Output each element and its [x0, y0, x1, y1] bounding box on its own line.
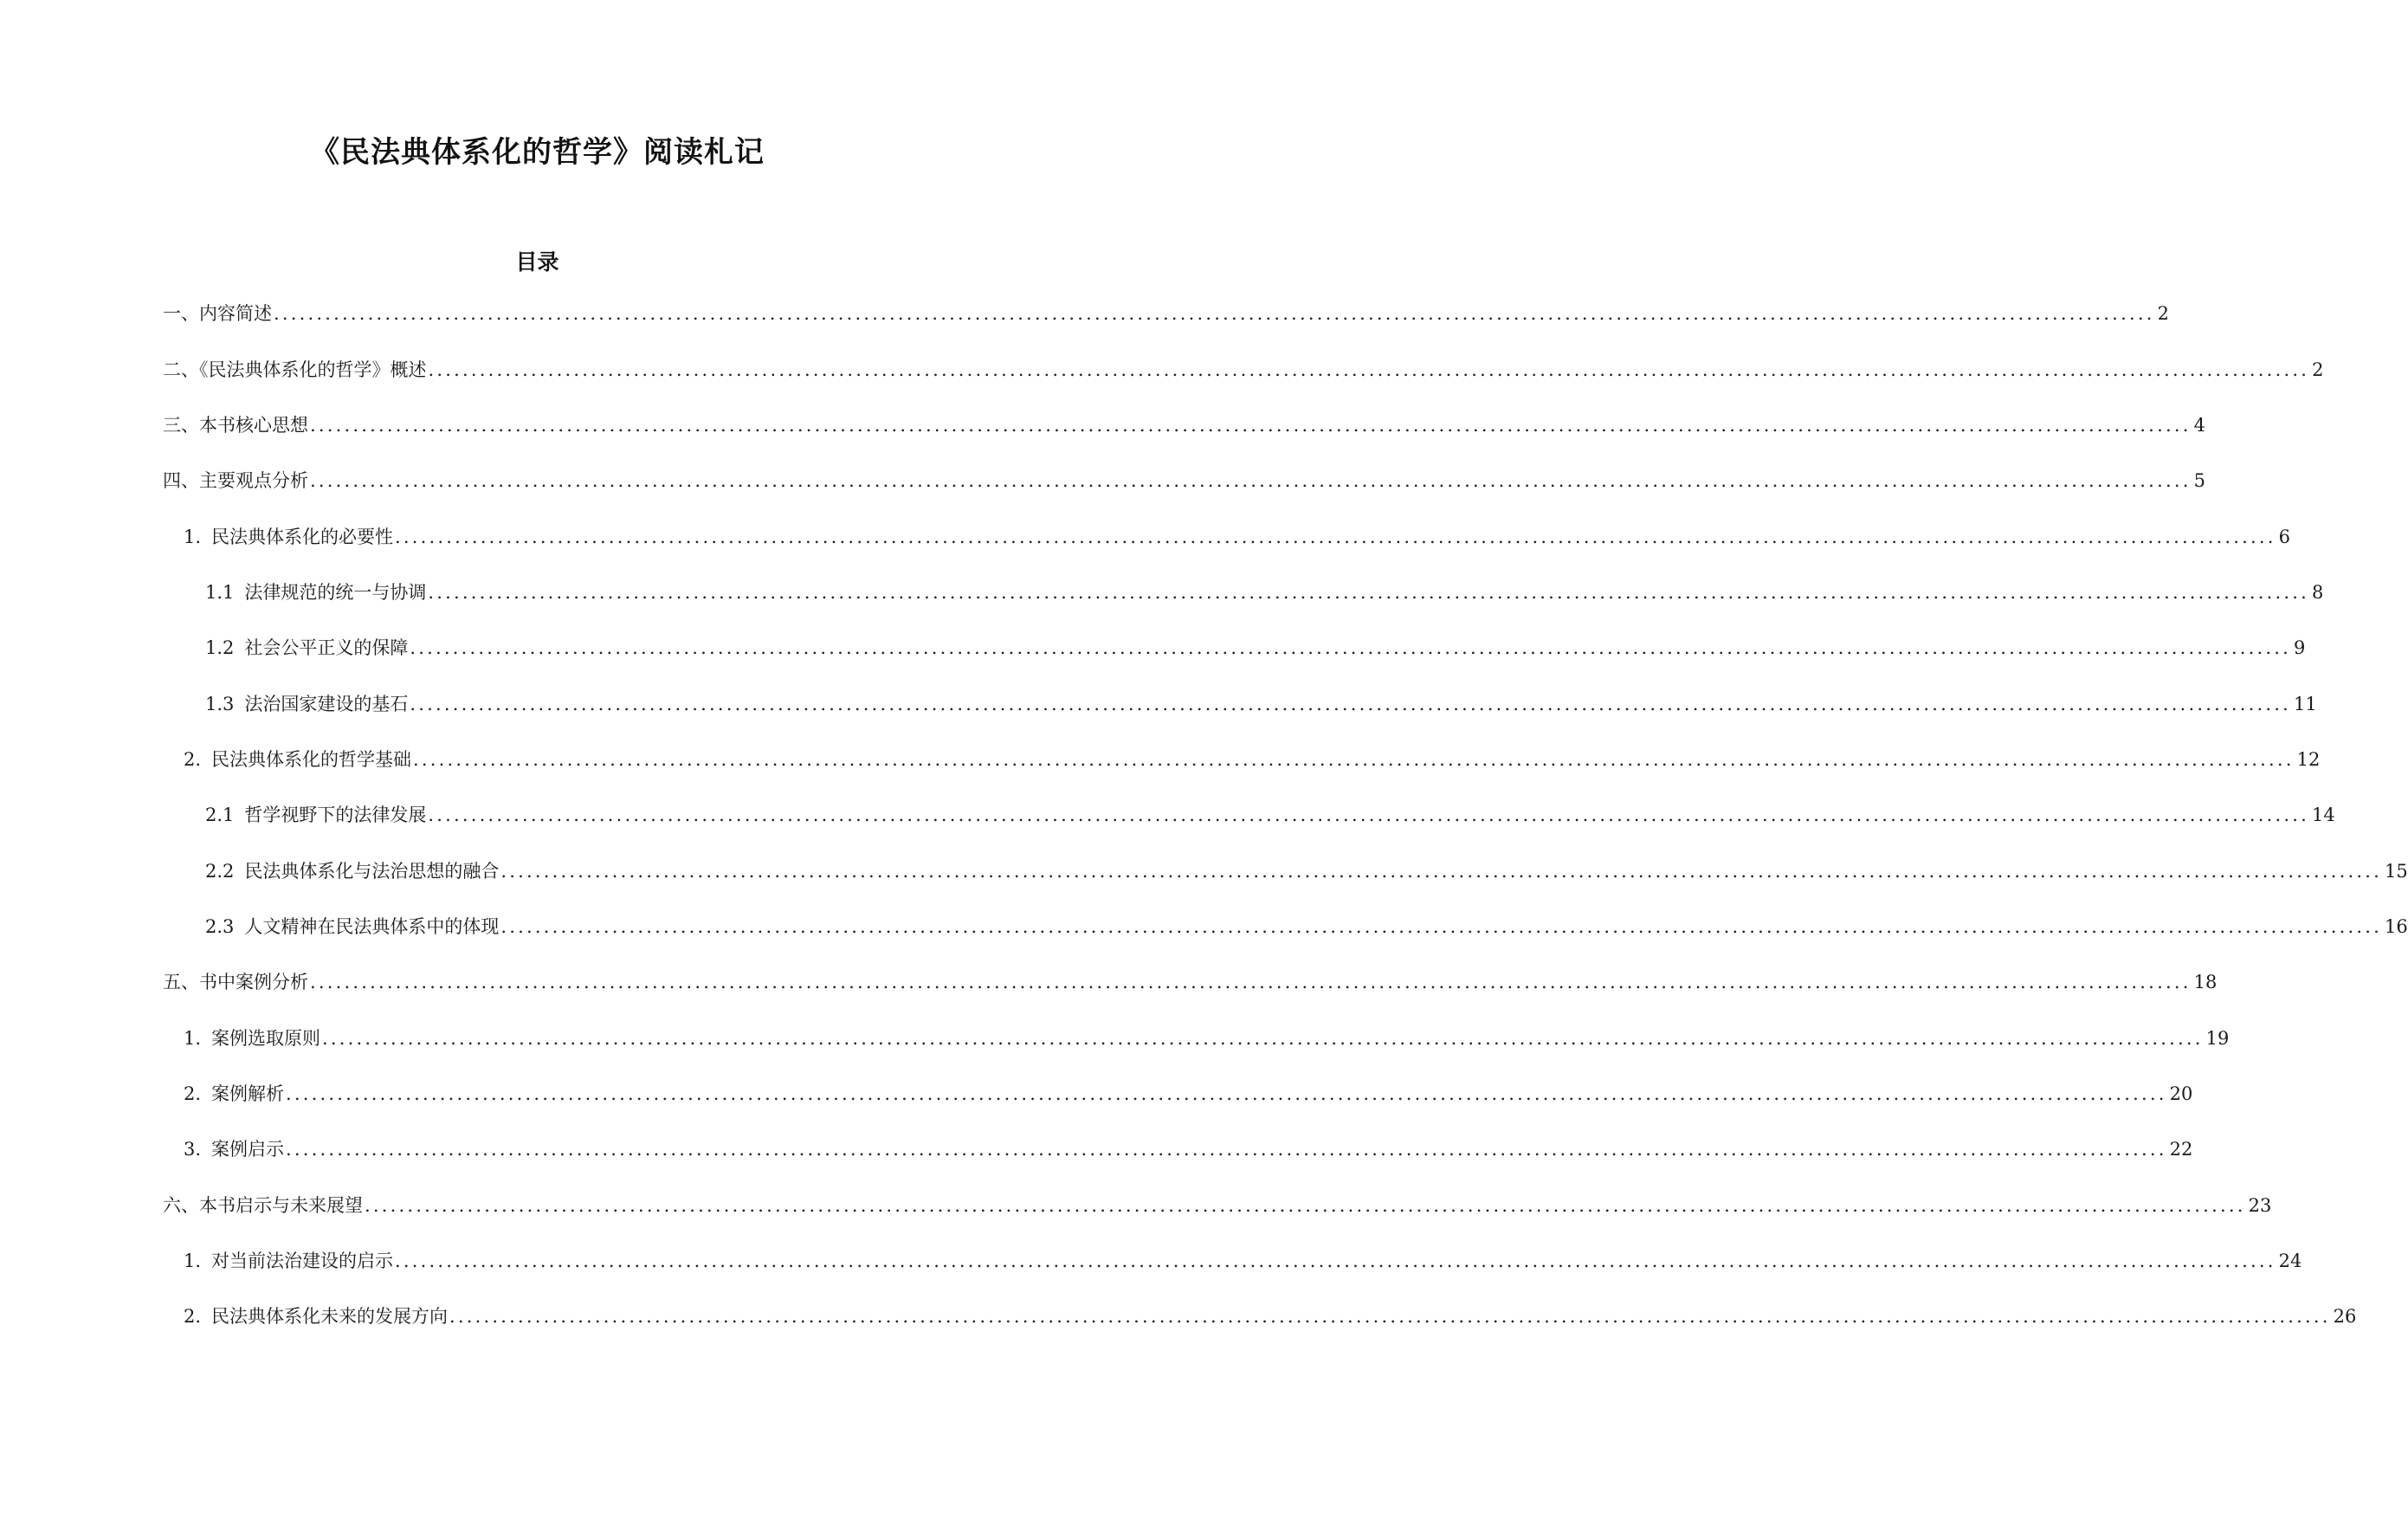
toc-entry-title: 哲学视野下的法律发展 [244, 805, 427, 825]
toc-dot-leader: ............................................................................................................................................................................................................................ [395, 1251, 2276, 1271]
toc-entry-number: 1.3 [205, 694, 235, 714]
toc-entry-title: 三、本书核心思想 [163, 415, 308, 436]
toc-entry-page-number: 12 [2296, 749, 2321, 770]
toc-entry[interactable] [163, 967, 2218, 997]
toc-entry-title: 民法典体系化的哲学基础 [211, 749, 412, 770]
toc-entry-title: 社会公平正义的保障 [244, 637, 409, 658]
toc-entry-number: 1. [184, 1251, 202, 1271]
toc-dot-leader: ............................................................................................................................................................................................................................ [395, 527, 2276, 547]
toc-entry-title: 民法典体系化未来的发展方向 [211, 1306, 449, 1327]
toc-dot-leader: ............................................................................................................................................................................................................................ [310, 470, 2192, 491]
toc-entry-number: 1. [184, 527, 202, 547]
toc-entry[interactable] [184, 1302, 2357, 1331]
toc-entry-number: 2. [184, 749, 202, 770]
toc-entry[interactable] [163, 466, 2205, 495]
toc-dot-leader: ............................................................................................................................................................................................................................ [500, 916, 2382, 937]
toc-entry[interactable] [184, 1079, 2193, 1109]
toc-entry-title: 人文精神在民法典体系中的体现 [244, 916, 500, 937]
toc-entry-number: 1.2 [205, 637, 235, 658]
toc-entry-page-number: 4 [2193, 415, 2205, 436]
toc-entry-page-number: 5 [2193, 470, 2205, 491]
toc-entry-page-number: 24 [2278, 1251, 2302, 1271]
toc-entry-title: 一、内容简述 [163, 303, 272, 324]
toc-entry[interactable] [184, 1246, 2302, 1276]
toc-dot-leader: ............................................................................................................................................................................................................................ [286, 1139, 2167, 1160]
toc-entry-number: 2. [184, 1306, 202, 1327]
toc-entry[interactable] [163, 355, 2324, 385]
toc-dot-leader: ............................................................................................................................................................................................................................ [410, 637, 2291, 658]
toc-entry[interactable] [184, 745, 2321, 774]
toc-dot-leader: ............................................................................................................................................................................................................................ [428, 805, 2309, 825]
document-title: 《民法典体系化的哲学》阅读札记 [310, 135, 765, 170]
toc-entry-title: 案例解析 [211, 1083, 285, 1104]
toc-dot-leader: ............................................................................................................................................................................................................................ [500, 861, 2382, 882]
toc-entry-number: 2.3 [205, 916, 235, 937]
toc-entry[interactable] [205, 800, 2335, 830]
toc-dot-leader: ............................................................................................................................................................................................................................ [410, 694, 2291, 714]
toc-entry-page-number: 2 [2312, 359, 2324, 380]
toc-entry-title: 民法典体系化的必要性 [211, 527, 394, 547]
toc-entry-number: 2. [184, 1083, 202, 1104]
toc-dot-leader: ............................................................................................................................................................................................................................ [428, 359, 2310, 380]
toc-entry-title: 对当前法治建设的启示 [211, 1251, 394, 1271]
toc-entry-page-number: 11 [2293, 694, 2317, 714]
toc-entry[interactable] [205, 689, 2317, 719]
toc-entry[interactable] [163, 299, 2169, 328]
toc-entry-page-number: 15 [2384, 861, 2408, 882]
toc-entry-title: 四、主要观点分析 [163, 470, 308, 491]
toc-entry-number: 2.2 [205, 861, 235, 882]
toc-entry-page-number: 22 [2169, 1139, 2193, 1160]
toc-entry-title: 法律规范的统一与协调 [244, 582, 427, 603]
toc-entry[interactable] [205, 856, 2408, 886]
toc-entry-number: 3. [184, 1139, 202, 1160]
toc-entry[interactable] [163, 410, 2205, 440]
toc-entry-title: 二、《民法典体系化的哲学》概述 [163, 359, 427, 380]
toc-entry-title: 五、书中案例分析 [163, 972, 308, 992]
toc-dot-leader: ............................................................................................................................................................................................................................ [310, 972, 2192, 992]
toc-entry-title: 六、本书启示与未来展望 [163, 1195, 363, 1216]
toc-entry-page-number: 20 [2169, 1083, 2193, 1104]
toc-entry-page-number: 2 [2157, 303, 2169, 324]
toc-entry[interactable] [205, 578, 2324, 607]
toc-entry[interactable] [184, 522, 2290, 552]
toc-entry-page-number: 6 [2278, 527, 2290, 547]
toc-dot-leader: ............................................................................................................................................................................................................................ [365, 1195, 2246, 1216]
toc-entry-title: 民法典体系化与法治思想的融合 [244, 861, 500, 882]
toc-entry-title: 法治国家建设的基石 [244, 694, 409, 714]
toc-entry-title: 案例启示 [211, 1139, 285, 1160]
toc-entry[interactable] [163, 1191, 2272, 1220]
toc-entry[interactable] [184, 1024, 2230, 1053]
toc-entry-page-number: 8 [2311, 582, 2324, 603]
toc-dot-leader: ............................................................................................................................................................................................................................ [322, 1028, 2204, 1049]
toc-entry-page-number: 23 [2248, 1195, 2272, 1216]
toc-dot-leader: ............................................................................................................................................................................................................................ [449, 1306, 2331, 1327]
toc-dot-leader: ............................................................................................................................................................................................................................ [274, 303, 2155, 324]
toc-entry[interactable] [205, 633, 2306, 663]
toc-dot-leader: ............................................................................................................................................................................................................................ [286, 1083, 2167, 1104]
toc-entry-number: 2.1 [205, 805, 235, 825]
toc-entry[interactable] [184, 1134, 2193, 1164]
toc-entry-title: 案例选取原则 [211, 1028, 321, 1049]
toc-entry-number: 1. [184, 1028, 202, 1049]
toc-entry[interactable] [205, 912, 2408, 941]
toc-dot-leader: ............................................................................................................................................................................................................................ [413, 749, 2295, 770]
toc-dot-leader: ............................................................................................................................................................................................................................ [310, 415, 2192, 436]
toc-entry-page-number: 9 [2293, 637, 2306, 658]
toc-entry-page-number: 18 [2193, 972, 2218, 992]
toc-entry-page-number: 19 [2205, 1028, 2230, 1049]
toc-dot-leader: ............................................................................................................................................................................................................................ [428, 582, 2309, 603]
toc-heading: 目录 [515, 249, 559, 275]
toc-entry-page-number: 16 [2384, 916, 2408, 937]
toc-entry-page-number: 26 [2333, 1306, 2357, 1327]
toc-entry-number: 1.1 [205, 582, 235, 603]
toc-entry-page-number: 14 [2311, 805, 2335, 825]
